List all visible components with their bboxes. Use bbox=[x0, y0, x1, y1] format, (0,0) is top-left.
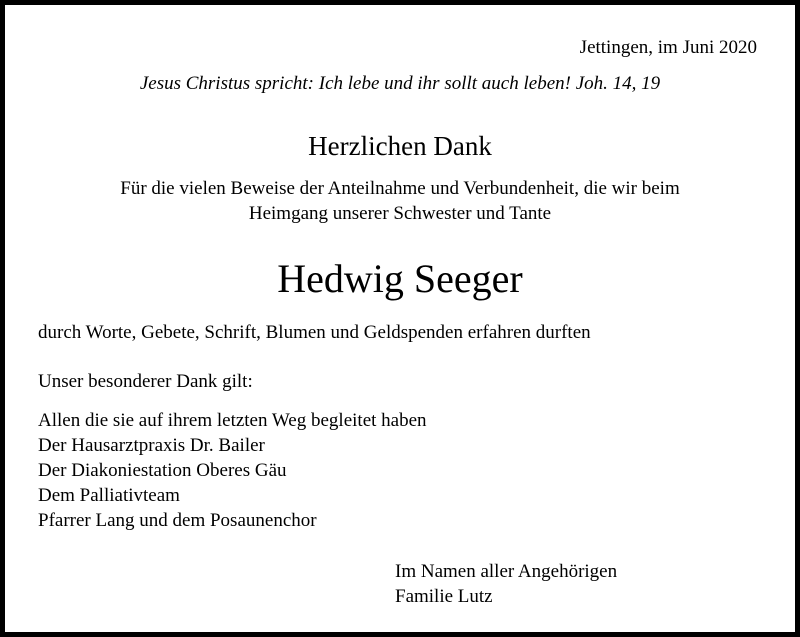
list-item: Dem Palliativteam bbox=[38, 485, 180, 506]
deceased-name: Hedwig Seeger bbox=[277, 256, 523, 301]
bible-verse: Jesus Christus spricht: Ich lebe und ihr sollt auch leben! Joh. 14, 19 bbox=[139, 73, 661, 94]
special-thanks-heading: Unser besonderer Dank gilt: bbox=[38, 371, 253, 392]
notice-title: Herzlichen Dank bbox=[308, 131, 492, 161]
family-name: Familie Lutz bbox=[395, 586, 493, 607]
list-item: Der Hausarztpraxis Dr. Bailer bbox=[38, 435, 265, 456]
place-date: Jettingen, im Juni 2020 bbox=[579, 37, 757, 58]
signature-block bbox=[395, 559, 617, 609]
list-item: Allen die sie auf ihrem letzten Weg begleitet haben bbox=[38, 410, 427, 431]
signature-line: Im Namen aller Angehörigen bbox=[395, 561, 618, 582]
list-item: Pfarrer Lang und dem Posaunenchor bbox=[38, 510, 317, 531]
intro-line: Für die vielen Beweise der Anteilnahme und Verbundenheit, die wir beim bbox=[120, 178, 680, 199]
intro-text bbox=[5, 176, 795, 226]
list-item: Der Diakoniestation Oberes Gäu bbox=[38, 460, 287, 481]
intro-line: Heimgang unserer Schwester und Tante bbox=[248, 203, 552, 224]
special-thanks-list bbox=[38, 408, 427, 533]
condolence-means: durch Worte, Gebete, Schrift, Blumen und Geldspenden erfahren durften bbox=[38, 322, 591, 343]
